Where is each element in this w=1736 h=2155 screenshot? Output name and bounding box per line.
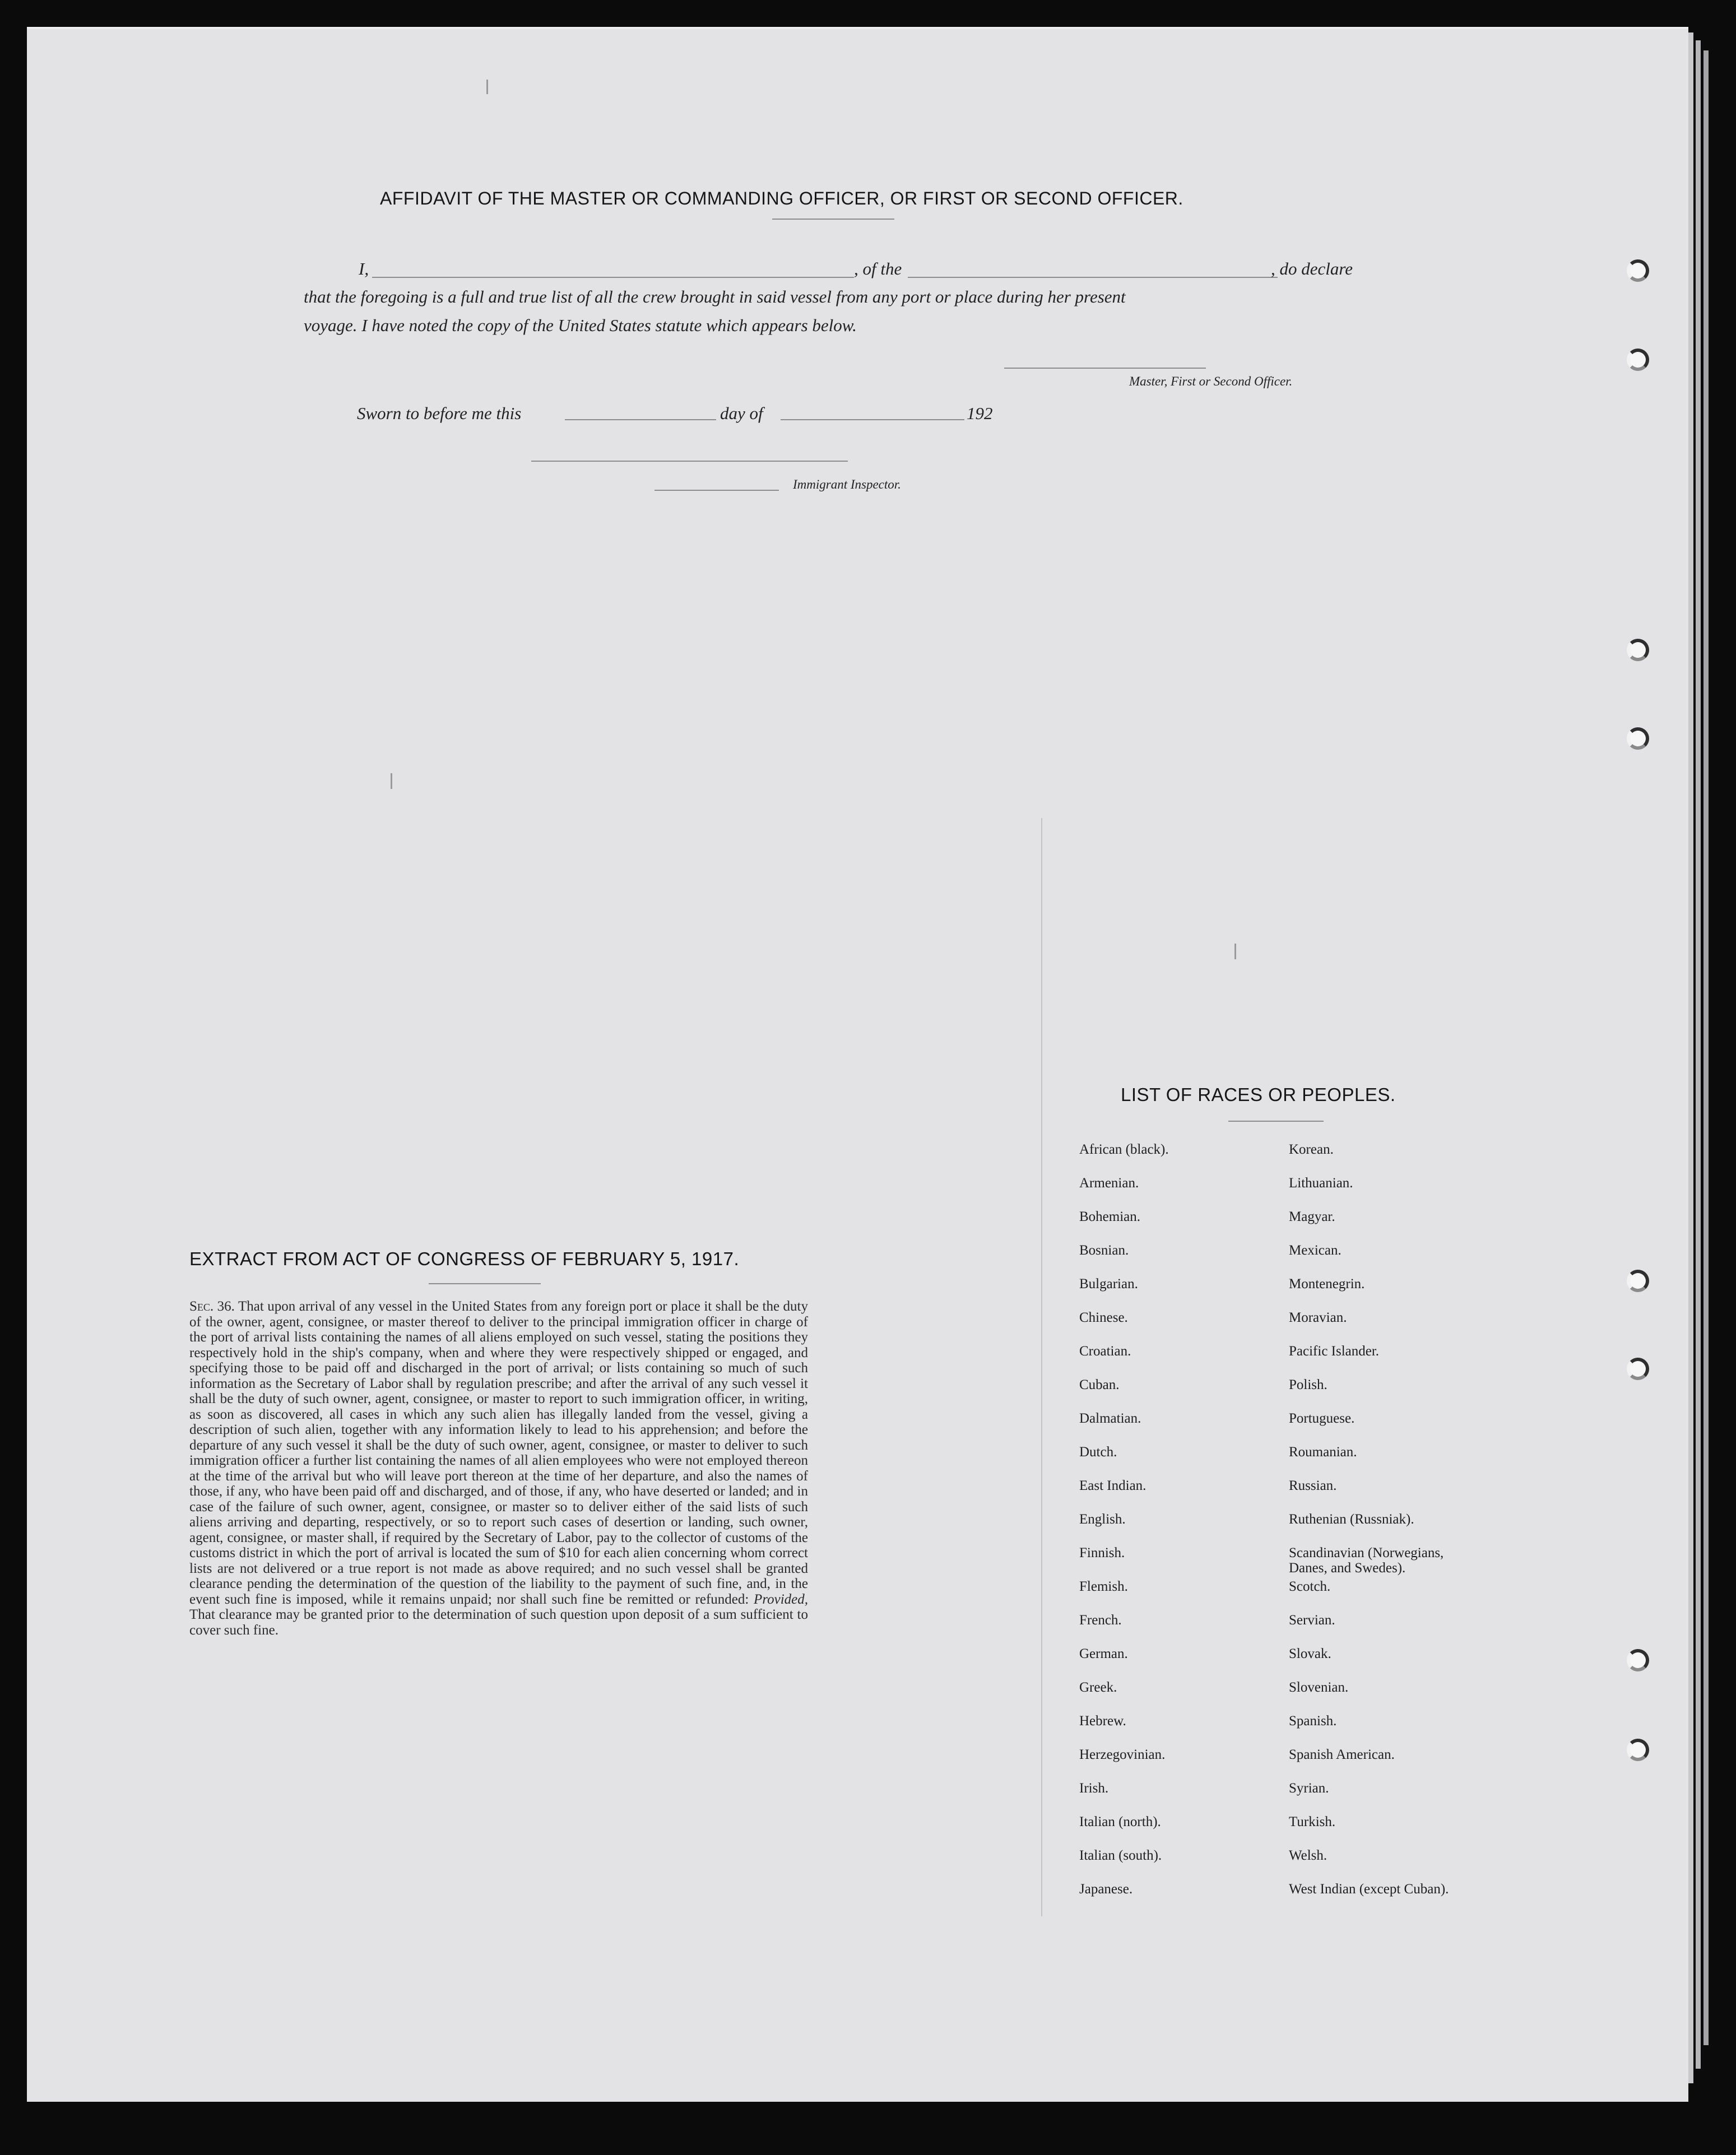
race-item: Korean. (1289, 1142, 1334, 1157)
page-edge (1688, 32, 1693, 2083)
race-item: Ruthenian (Russniak). (1289, 1512, 1414, 1527)
races-column-right (1289, 1139, 1451, 1912)
declare-label: , do declare (1271, 259, 1353, 278)
race-item: Magyar. (1289, 1209, 1335, 1224)
extract-divider (429, 1283, 541, 1284)
race-item: Roumanian. (1289, 1445, 1357, 1460)
race-item: Bulgarian. (1079, 1276, 1138, 1292)
binder-hole-icon (1627, 1270, 1649, 1292)
section-label: Sec. 36. (189, 1299, 235, 1314)
binder-hole-icon (1627, 259, 1649, 282)
race-item: Lithuanian. (1289, 1176, 1353, 1191)
race-item: Croatian. (1079, 1344, 1131, 1359)
binder-hole-icon (1627, 1358, 1649, 1380)
binder-hole-icon (1627, 727, 1649, 750)
race-item: Cuban. (1079, 1377, 1120, 1392)
race-item: Portuguese. (1289, 1411, 1355, 1426)
extract-title: EXTRACT FROM ACT OF CONGRESS OF FEBRUARY 5, 1917. (189, 1248, 740, 1269)
race-item: Slovenian. (1289, 1680, 1349, 1695)
race-item: Spanish. (1289, 1713, 1337, 1729)
stray-mark (486, 80, 488, 94)
race-item: Mexican. (1289, 1243, 1342, 1258)
race-item: Pacific Islander. (1289, 1344, 1380, 1359)
officer-signature-caption: Master, First or Second Officer. (1129, 374, 1293, 388)
inspector-caption-line (655, 490, 779, 491)
inspector-caption: Immigrant Inspector. (793, 477, 901, 491)
inspector-signature-line (531, 461, 848, 462)
race-item: Scandinavian (Norwegians, Danes, and Swedes). (1289, 1545, 1444, 1576)
statute-text (189, 1299, 808, 1638)
page-edge (1696, 40, 1701, 2069)
race-item: Montenegrin. (1289, 1276, 1365, 1292)
race-item: Scotch. (1289, 1579, 1331, 1594)
page-edge (1703, 50, 1709, 2045)
stray-mark (391, 773, 392, 789)
race-item: Dalmatian. (1079, 1411, 1141, 1426)
stray-mark (1234, 944, 1236, 959)
race-item: Italian (north). (1079, 1814, 1161, 1829)
race-item: Herzegovinian. (1079, 1747, 1166, 1762)
race-item: French. (1079, 1613, 1122, 1628)
sworn-month-line (781, 419, 964, 420)
race-item: Welsh. (1289, 1848, 1327, 1863)
race-item: Servian. (1289, 1613, 1335, 1628)
declaration-line-3: voyage. I have noted the copy of the United States statute which appears below. (304, 315, 857, 335)
year-label: 192 (967, 403, 993, 423)
race-item: Chinese. (1079, 1310, 1128, 1325)
affidavit-title: AFFIDAVIT OF THE MASTER OR COMMANDING OFFICER, OR FIRST OR SECOND OFFICER. (380, 188, 1183, 208)
sworn-label: Sworn to before me this (357, 403, 522, 423)
races-divider (1228, 1121, 1324, 1122)
binder-hole-icon (1627, 639, 1649, 661)
statute-body-end: That clearance may be granted prior to the determination of such question upon deposit of a sum sufficient to cover such fine. (189, 1607, 808, 1638)
race-item: Bosnian. (1079, 1243, 1129, 1258)
binder-hole-icon (1627, 1739, 1649, 1761)
race-item: Russian. (1289, 1478, 1337, 1493)
sworn-day-line (565, 419, 716, 420)
race-item: Finnish. (1079, 1545, 1125, 1560)
race-item: Moravian. (1289, 1310, 1347, 1325)
officer-signature-line (1004, 368, 1206, 369)
race-item: German. (1079, 1646, 1128, 1661)
race-item: Japanese. (1079, 1882, 1133, 1897)
binder-hole-icon (1627, 1649, 1649, 1671)
race-item: Italian (south). (1079, 1848, 1162, 1863)
race-item: Flemish. (1079, 1579, 1128, 1594)
declarant-name-line (372, 277, 854, 278)
race-item: Syrian. (1289, 1781, 1329, 1796)
race-item: Greek. (1079, 1680, 1117, 1695)
race-item: Bohemian. (1079, 1209, 1141, 1224)
provided-label: Provided, (754, 1591, 809, 1607)
day-of-label: day of (720, 403, 763, 423)
race-item: English. (1079, 1512, 1126, 1527)
vessel-name-line (908, 277, 1278, 278)
title-divider (772, 219, 894, 220)
declarant-prefix: I, (359, 259, 369, 278)
races-column-left (1079, 1139, 1169, 1912)
race-item: African (black). (1079, 1142, 1169, 1157)
race-item: Irish. (1079, 1781, 1109, 1796)
race-item: West Indian (except Cuban). (1289, 1882, 1449, 1897)
race-item: East Indian. (1079, 1478, 1146, 1493)
races-title: LIST OF RACES OR PEOPLES. (1121, 1084, 1396, 1105)
race-item: Polish. (1289, 1377, 1327, 1392)
statute-body: That upon arrival of any vessel in the United States from any foreign port or place it shall be the duty of the owner, agent, consignee, or master thereof to deliver to the principal immigration officer in charge of the port of arrival lists containing the names of all aliens employed on such vessel, stating the positions they respectively hold in the ship's company, when and where they were respectively shipped or engaged, and specifying those to be paid off and discharged in the port of arrival; or lists containing so much of such information as the Secretary of Labor shall by regulation prescribe; and after the arrival of any such vessel it shall be the duty of such owner, agent, consignee, or master to report to such immigration officer, in writing, as soon as discovered, all cases in which any such alien has illegally landed from the vessel, giving a description of such alien, together with any information likely to lead to his apprehension; and before the departure of any such vessel it shall be the duty of such owner, agent, consignee, or master to deliver to such immigration officer a further list containing the names of all alien employees who were not employed thereon at the time of the arrival but who will leave port thereon at the time of her departure, and also the names of those, if any, who have been paid off and discharged, and of those, if any, who have deserted or landed; and in case of the failure of such owner, agent, consignee, or master so to deliver either of the said lists of such aliens arriving and departing, respectively, or so to report such cases of desertion or landing, such owner, agent, consignee, or master shall, if required by the Secretary of Labor, pay to the collector of customs of the customs district in which the port of arrival is located the sum of $10 for each alien concerning whom correct lists are not delivered or a true report is not made as above required; and no such vessel shall be granted clearance pending the determination of the question of the liability to the payment of such fine, and, in the event such fine is imposed, while it remains unpaid; nor shall such fine be remitted or refunded: (189, 1299, 808, 1607)
race-item: Slovak. (1289, 1646, 1331, 1661)
binder-hole-icon (1627, 349, 1649, 371)
race-item: Spanish American. (1289, 1747, 1395, 1762)
race-item: Armenian. (1079, 1176, 1139, 1191)
race-item: Turkish. (1289, 1814, 1336, 1829)
race-item: Hebrew. (1079, 1713, 1126, 1729)
declaration-line-2: that the foregoing is a full and true list of all the crew brought in said vessel from any port or place during her present (304, 287, 1126, 306)
crease-line (1041, 818, 1042, 1916)
of-the-label: , of the (854, 259, 902, 278)
race-item: Dutch. (1079, 1445, 1117, 1460)
